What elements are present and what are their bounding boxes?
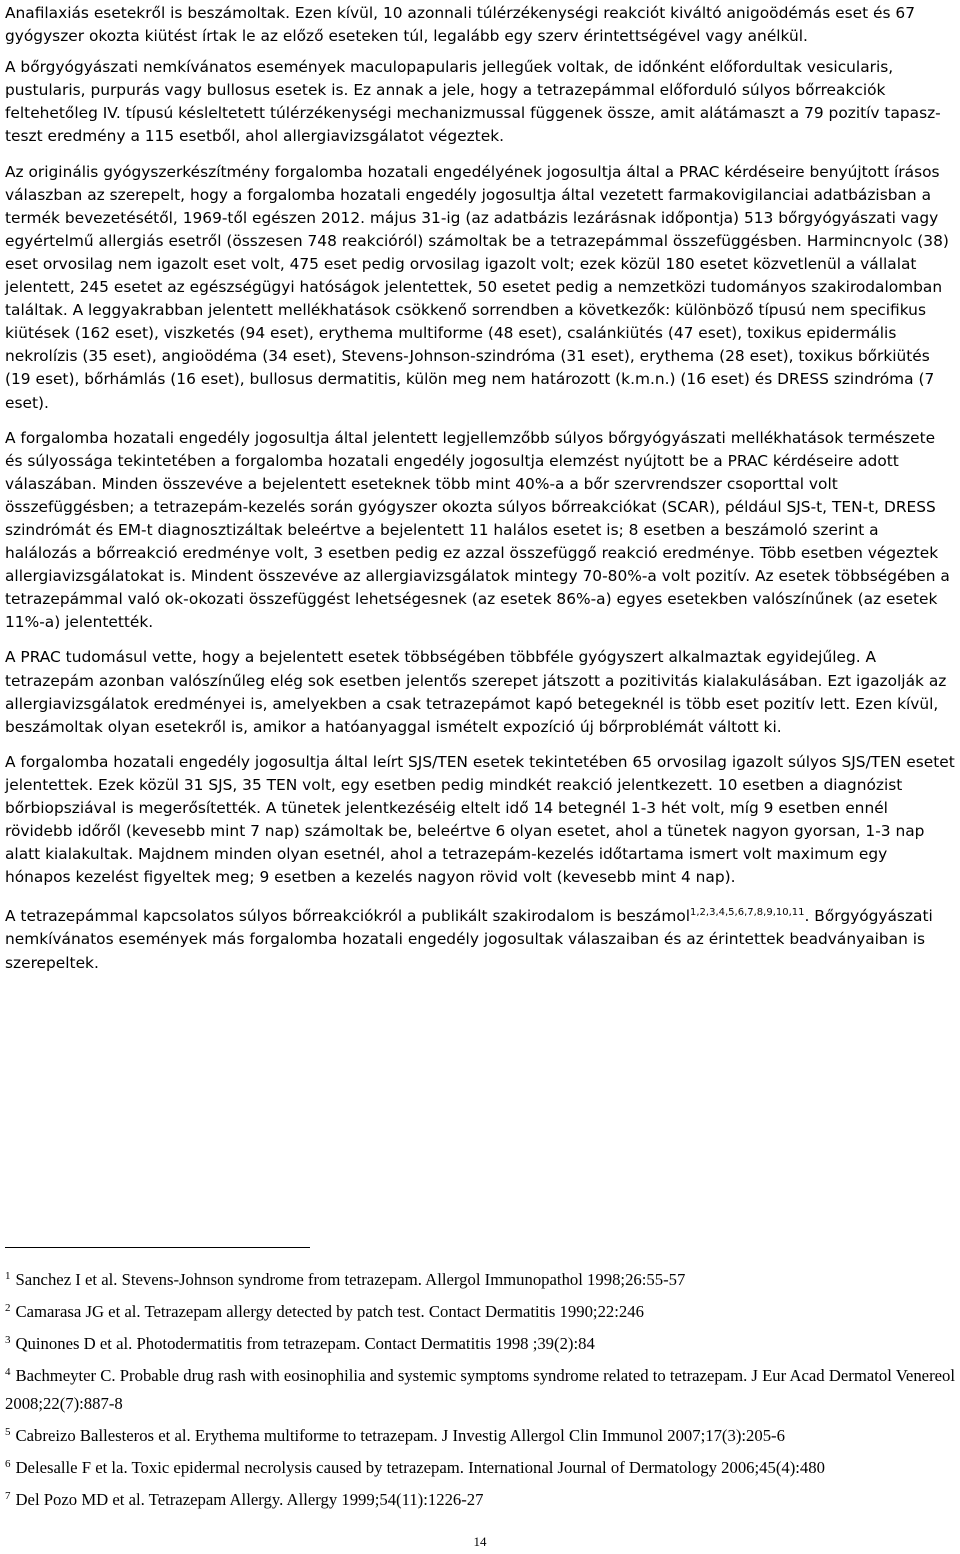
footnote-number: 4 xyxy=(5,1366,11,1378)
paragraph: A bőrgyógyászati nemkívánatos események maculopapularis jellegűek voltak, de időnként előfordultak vesicularis, pustularis, purpurás vagy bullosus esetek is. Ez annak a jele, hogy a tetrazepámmal előforduló súlyos bőrreakciók feltehetőleg IV. típusú késleltetett túlérzékenységi mechanizmussal függenek össze, amit alátámaszt a 79 pozitív tapasz-teszt eredmény a 115 esetből, ahol allergiavizsgálatot végeztek. xyxy=(5,58,941,146)
footnote xyxy=(5,1294,955,1326)
footnote-number: 2 xyxy=(5,1302,11,1314)
footnote-text: Camarasa JG et al. Tetrazepam allergy detected by patch test. Contact Dermatitis 1990;22:246 xyxy=(15,1302,644,1321)
paragraph: A forgalomba hozatali engedély jogosultja által jelentett legjellemzőbb súlyos bőrgyógyászati mellékhatások természete és súlyossága tekintetében a forgalomba hozatali engedély jogosultja elemzést nyújtott be a PRAC kérdéseire adott válaszában. Minden összevéve a bejelentett eseteknek több mint 40%-a a bőr szervrendszer csoporttal volt összefüggésben; a tetrazepám-kezelés során gyógyszer okozta súlyos bőrreakciókat (SCAR), például SJS-t, TEN-t, DRESS szindrómát és EM-t diagnosztizáltak beleértve a bejelentett 11 halálos esetet is; 8 esetben a beszámoló szerint a halálozás a bőrreakció eredménye volt, 3 esetben pedig ez azzal összefüggő reakció eredménye. Több esetben végeztek allergiavizsgálatokat is. Mindent összevéve az allergiavizsgálatok mintegy 70-80%-a volt pozitív. Az esetek többségében a tetrazepámmal való ok-okozati összefüggést lehetségesnek (az esetek 86%-a) egyes esetekben valószínűnek (az esetek 11%-a) jelentették. xyxy=(5,428,950,632)
footnote xyxy=(5,1418,955,1450)
footnote-number: 5 xyxy=(5,1426,11,1438)
footnote-separator xyxy=(5,1247,310,1248)
footnote-text: Delesalle F et la. Toxic epidermal necrolysis caused by tetrazepam. International Journal of Dermatology 2006;45(4):480 xyxy=(15,1458,825,1477)
paragraph: A PRAC tudomásul vette, hogy a bejelentett esetek többségében többféle gyógyszert alkalmaztak egyidejűleg. A tetrazepám azonban valószínűleg elég sok esetben jelentős szerepet játszott a pozitivitás kialakulásában. Ezt igazolják az allergiavizsgálatok eredményei is, amelyekben a csak tetrazepámot kapó betegeknél is több eset pozitív lett. Ezen kívül, beszámoltak olyan esetekről is, amikor a hatóanyaggal ismételt expozíció új bőrproblémát váltott ki. xyxy=(5,648,947,736)
paragraph: Anafilaxiás esetekről is beszámoltak. Ezen kívül, 10 azonnali túlérzékenységi reakciót kiváltó anigoödémás eset és 67 gyógyszer okozta kiütést írtak le az előző eseteken túl, legalább egy szerv érintettségével vagy anélkül. xyxy=(5,4,915,46)
footnote-text: Sanchez I et al. Stevens-Johnson syndrome from tetrazepam. Allergol Immunopathol 1998;26:55-57 xyxy=(15,1270,686,1289)
paragraph-text: A tetrazepámmal kapcsolatos súlyos bőrreakciókról a publikált szakirodalom is beszámol xyxy=(5,907,691,926)
paragraph: A forgalomba hozatali engedély jogosultja által leírt SJS/TEN esetek tekintetében 65 orvosilag igazolt súlyos SJS/TEN esetet jelentettek. Ezek közül 31 SJS, 35 TEN volt, egy esetben pedig mindkét reakció jelentkezett. 10 esetben a diagnózist bőrbiopsziával is megerősítették. A tünetek jelentkezéséig eltelt idő 14 betegnél 1-3 hét volt, míg 9 esetben ennél rövidebb időről (kevesebb mint 7 nap) számoltak be, beleértve 6 olyan esetet, ahol a tünetek nagyon gyorsan, 1-3 nap alatt kialakultak. Majdnem minden olyan esetnél, ahol a tetrazepám-kezelés időtartama ismert volt maximum egy hónapos kezelést figyeltek meg; 9 esetben a kezelés nagyon rövid volt (kevesebb mint 4 nap). xyxy=(5,752,955,887)
document-body xyxy=(5,2,955,987)
footnote xyxy=(5,1326,955,1358)
footnote-text: Bachmeyter C. Probable drug rash with eosinophilia and systemic symptoms syndrome related to tetrazepam. J Eur Acad Dermatol Venereol 2008;22(7):887-8 xyxy=(5,1366,956,1413)
footnote-number: 3 xyxy=(5,1334,11,1346)
footnote-number: 6 xyxy=(5,1458,11,1470)
paragraph-with-citations xyxy=(5,901,955,974)
footnote-text: Quinones D et al. Photodermatitis from tetrazepam. Contact Dermatitis 1998 ;39(2):84 xyxy=(15,1334,595,1353)
footnote-text: Del Pozo MD et al. Tetrazepam Allergy. Allergy 1999;54(11):1226-27 xyxy=(15,1490,484,1509)
paragraph-text: . Bőrgyógyászati nemkívánatos események más forgalomba hozatali engedély jogosultak válaszaiban és az érintettek beadványaiban is szerepeltek. xyxy=(5,907,933,972)
citation-superscript: 1,2,3,4,5,6,7,8,9,10,11 xyxy=(690,907,805,919)
footnote-text: Cabreizo Ballesteros et al. Erythema multiforme to tetrazepam. J Investig Allergol Clin Immunol 2007;17(3):205-6 xyxy=(15,1426,785,1445)
footnote xyxy=(5,1450,955,1482)
page-number: 14 xyxy=(473,1534,487,1549)
footnote-number: 7 xyxy=(5,1490,11,1502)
footnote-number: 1 xyxy=(5,1270,11,1282)
footnote xyxy=(5,1482,955,1514)
paragraph: Az originális gyógyszerkészítmény forgalomba hozatali engedélyének jogosultja által a PRAC kérdéseire benyújtott írásos válaszban az szerepelt, hogy a forgalomba hozatali engedély jogosultja által vezetett farmakovigilanciai adatbázisban a termék bevezetésétől, 1969-től egészen 2012. május 31-ig (az adatbázis lezárásnak időpontja) 513 bőrgyógyászati vagy egyértelmű allergiás esetről (összesen 748 reakcióról) számoltak be a tetrazepámmal összefüggésben. Harmincnyolc (38) eset orvosilag nem igazolt eset volt, 475 eset pedig orvosilag igazolt volt; ezek közül 180 esetet közvetlenül a vállalat jelentett, 245 esetet az egészségügyi hatóságok jelentettek, 50 esetet pedig a nemzetközi tudományos szakirodalomban találtak. A leggyakrabban jelentett mellékhatások csökkenő sorrendben a következők: különböző típusú nem specifikus kiütések (162 eset), viszketés (94 eset), erythema multiforme (48 eset), csalánkiütés (47 eset), toxikus epidermális nekrolízis (35 eset), angioödéma (34 eset), Stevens-Johnson-szindróma (31 eset), erythema (28 eset), toxikus bőrkiütés (19 eset), bőrhámlás (16 eset), bullosus dermatitis, külön meg nem határozott (k.m.n.) (16 eset) és DRESS szindróma (7 eset). xyxy=(5,162,949,412)
footnote xyxy=(5,1358,955,1418)
footnote xyxy=(5,1262,955,1294)
footnotes xyxy=(5,1262,955,1514)
